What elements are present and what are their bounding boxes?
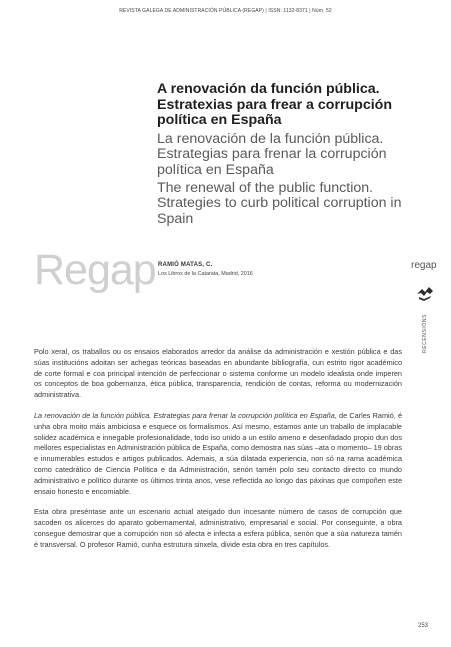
title-spanish: La renovación de la función pública. Estrategias para frenar la corrupción política en España <box>157 130 387 178</box>
author-block <box>158 262 358 277</box>
title-galician: A renovación da función pública. Estratexias para frear a corrupción política en España <box>157 81 392 129</box>
section-label <box>422 311 430 353</box>
book-title-italic: La renovación de la función pública. Estrategias para frenar la corrupción política en España <box>34 410 335 420</box>
section-label-text: RECENSIÓNS <box>422 313 428 353</box>
title-block <box>157 82 407 227</box>
publisher: Los Libros de la Catarata, Madrid, 2016 <box>158 271 253 277</box>
paragraph: Esta obra preséntase ante un escenario actual ateigado dun incesante número de casos de corrupción que sacoden os alicerces do aparato gobernamental, administrativo, empresarial e social. Por conseguinte, a obra consegue demostrar que a corrupción non só afecta e infecta a esfera pública, senón que a súa natureza tamén é transversal. O profesor Ramió, cunha estrutura sinxela, divide esta obra en tres capítulos. <box>34 507 402 549</box>
xunta-emblem-icon <box>416 285 434 301</box>
regap-logo-small: regap <box>411 260 437 271</box>
regap-logo-large: Regap <box>34 246 156 294</box>
paragraph: Polo xeral, os traballos ou os ensaios elaborados arredor da análise da administración e xestión pública e das súas institucións adoitan ser achegas teóricas baseadas en abundante bibliografía, cun estrito rigor académico de corte formal e coa principal intención de perfeccionar o sistema conforme un modelo idealista onde imperen os conceptos de boa gobernanza, ética pública, transparencia, rendición de contas, reforma ou modernización administrativa. <box>34 347 402 400</box>
paragraph <box>34 411 402 497</box>
page-number: 253 <box>418 623 429 629</box>
paragraph-text: , de Carles Ramió, é unha obra moito máis ambiciosa e esquece os formalismos. Así mesmo, estamos ante un traballo de implacable solidez académica e innegable profesionalidade, todo iso unido a un estilo ameno e desenfadado propio dun dos mellores especialistas en Administración pública de España, como demostra nas súas –ata o momento– 19 obras e innumerables estudos e artigos publicados. Ademais, a súa dilatada experiencia, non só na rama académica como catedrático de Ciencia Política e da Administración, senón tamén polo seu contacto directo co mundo administrativo e político durante os últimos trinta anos, vese reflectida ao longo das páxinas que compoñen este ensaio honesto e encomiable. <box>34 410 402 496</box>
article-body <box>34 347 402 561</box>
author: RAMIÓ MATAS, C. <box>158 262 213 268</box>
title-english: The renewal of the public function. Strategies to curb political corruption in Spain <box>157 179 402 227</box>
journal-header: REVISTA GALEGA DE ADMINISTRACIÓN PÚBLICA (REGAP) | ISSN: 1132-8371 | Núm. 52 <box>119 8 332 14</box>
